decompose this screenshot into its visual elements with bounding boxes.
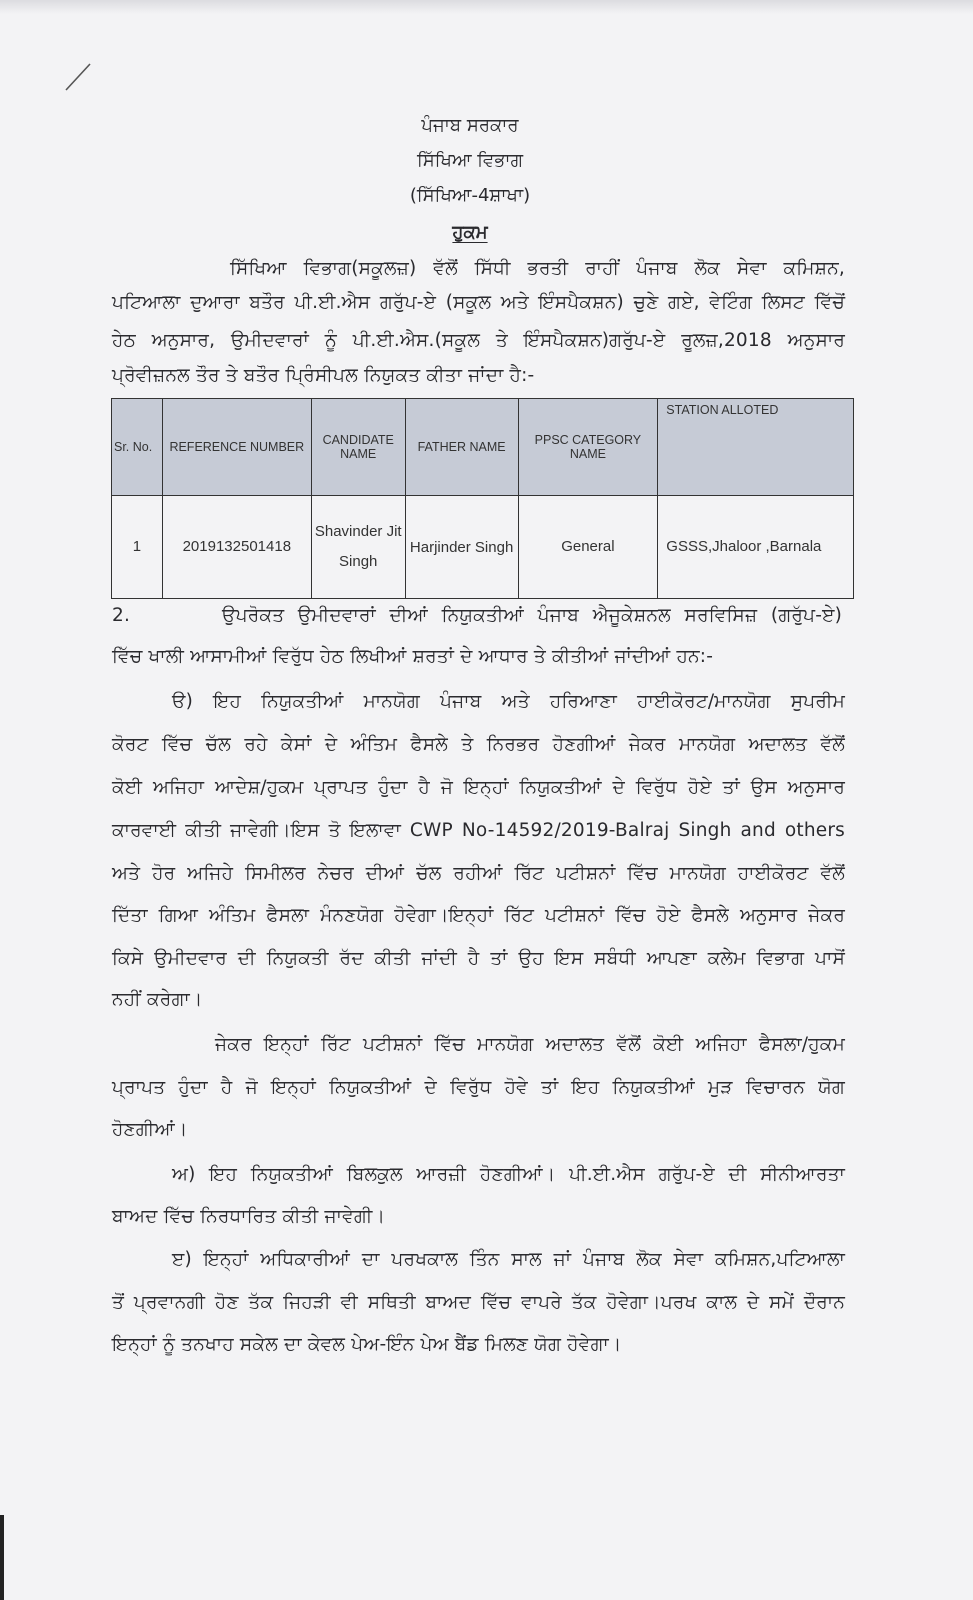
para2-line: ਉਪਰੋਕਤ ਉਮੀਦਵਾਰਾਂ ਦੀਆਂ ਨਿਯੁਕਤੀਆਂ ਪੰਜਾਬ ਐਜੂਕੇਸ਼ਨਲ ਸਰਵਿਸਿਜ਼ (ਗਰੁੱਪ-ਏ) [222,605,842,626]
header-station-alloted: STATION ALLOTED [658,399,854,496]
header-department: ਸਿੱਖਿਆ ਵਿਭਾਗ [416,150,524,171]
header-reference-number: REFERENCE NUMBER [162,399,311,496]
clause-a2-line: ਜੇਕਰ ਇਨ੍ਹਾਂ ਰਿੱਟ ਪਟੀਸ਼ਨਾਂ ਵਿੱਚ ਮਾਨਯੋਗ ਅਦਾਲਤ ਵੱਲੋਂ ਕੋਈ ਅਜਿਹਾ ਫੈਸਲਾ/ਹੁਕਮ [215,1034,845,1055]
scan-edge-mark [0,1515,4,1600]
cell-station: GSSS,Jhaloor ,Barnala [658,496,854,599]
table-row [112,496,854,599]
clause-a-line: ਦਿੱਤਾ ਗਿਆ ਅੰਤਿਮ ਫੈਸਲਾ ਮੰਨਣਯੋਗ ਹੋਵੇਗਾ।ਇਨ੍ਹਾਂ ਰਿੱਟ ਪਟੀਸ਼ਨਾਂ ਵਿੱਚ ਹੋਏ ਫੈਸਲੇ ਅਨੁਸਾਰ ਜੇਕਰ [112,905,845,926]
clause-c-line: ਇਨ੍ਹਾਂ ਨੂੰ ਤਨਖਾਹ ਸਕੇਲ ਦਾ ਕੇਵਲ ਪੇਅ-ਇੰਨ ਪੇਅ ਬੈਂਡ ਮਿਲਣ ਯੋਗ ਹੋਵੇਗਾ। [112,1334,622,1355]
para-number: 2. [112,605,131,626]
intro-line: ਸਿੱਖਿਆ ਵਿਭਾਗ(ਸਕੂਲਜ਼) ਵੱਲੋਂ ਸਿੱਧੀ ਭਰਤੀ ਰਾਹੀਂ ਪੰਜਾਬ ਲੋਕ ਸੇਵਾ ਕਮਿਸ਼ਨ, [230,258,845,279]
clause-a-line: ਕੋਈ ਅਜਿਹਾ ਆਦੇਸ਼/ਹੁਕਮ ਪ੍ਰਾਪਤ ਹੁੰਦਾ ਹੈ ਜੋ ਇਨ੍ਹਾਂ ਨਿਯੁਕਤੀਆਂ ਦੇ ਵਿਰੁੱਧ ਹੋਏ ਤਾਂ ਉਸ ਅਨੁਸਾਰ [112,777,845,798]
cell-sr-no: 1 [112,496,163,599]
table-header-row [112,399,854,496]
header-candidate-name: CANDIDATE NAME [311,399,405,496]
intro-line: ਹੇਠ ਅਨੁਸਾਰ, ਉਮੀਦਵਾਰਾਂ ਨੂੰ ਪੀ.ਈ.ਐਸ.(ਸਕੂਲ ਤੇ ਇੰਸਪੈਕਸ਼ਨ)ਗਰੁੱਪ-ਏ ਰੂਲਜ਼,2018 ਅਨੁਸਾਰ [112,330,845,351]
clause-a-line: ੳ) ਇਹ ਨਿਯੁਕਤੀਆਂ ਮਾਨਯੋਗ ਪੰਜਾਬ ਅਤੇ ਹਰਿਆਣਾ ਹਾਈਕੋਰਟ/ਮਾਨਯੋਗ ਸੁਪਰੀਮ [172,691,845,712]
pen-mark [62,60,96,94]
scan-edge-shadow [0,0,973,14]
cell-father-name: Harjinder Singh [405,496,518,599]
intro-line: ਪ੍ਰੋਵੀਜ਼ਨਲ ਤੌਰ ਤੇ ਬਤੌਰ ਪ੍ਰਿੰਸੀਪਲ ਨਿਯੁਕਤ ਕੀਤਾ ਜਾਂਦਾ ਹੈ:- [112,365,535,386]
appointment-table [111,398,854,599]
header-father-name: FATHER NAME [405,399,518,496]
clause-b-line: ਬਾਅਦ ਵਿੱਚ ਨਿਰਧਾਰਿਤ ਕੀਤੀ ਜਾਵੇਗੀ। [112,1206,386,1227]
clause-a2-line: ਪ੍ਰਾਪਤ ਹੁੰਦਾ ਹੈ ਜੋ ਇਨ੍ਹਾਂ ਨਿਯੁਕਤੀਆਂ ਦੇ ਵਿਰੁੱਧ ਹੋਵੇ ਤਾਂ ਇਹ ਨਿਯੁਕਤੀਆਂ ਮੁੜ ਵਿਚਾਰਨ ਯੋਗ [112,1077,845,1098]
clause-a-line: ਕਿਸੇ ਉਮੀਦਵਾਰ ਦੀ ਨਿਯੁਕਤੀ ਰੱਦ ਕੀਤੀ ਜਾਂਦੀ ਹੈ ਤਾਂ ਉਹ ਇਸ ਸਬੰਧੀ ਆਪਣਾ ਕਲੇਮ ਵਿਭਾਗ ਪਾਸੋਂ [112,948,845,969]
clause-a-line: ਕਾਰਵਾਈ ਕੀਤੀ ਜਾਵੇਗੀ।ਇਸ ਤੋ ਇਲਾਵਾ CWP No-14592/2019-Balraj Singh and others [112,820,845,841]
clause-a-line: ਅਤੇ ਹੋਰ ਅਜਿਹੇ ਸਿਮੀਲਰ ਨੇਚਰ ਦੀਆਂ ਚੱਲ ਰਹੀਆਂ ਰਿੱਟ ਪਟੀਸ਼ਨਾਂ ਵਿੱਚ ਮਾਨਯੋਗ ਹਾਈਕੋਰਟ ਵੱਲੋਂ [112,863,845,884]
document-title [0,222,940,243]
clause-a-line: ਨਹੀਂ ਕਰੇਗਾ। [112,989,203,1010]
header-government: ਪੰਜਾਬ ਸਰਕਾਰ [421,115,519,136]
intro-line: ਪਟਿਆਲਾ ਦੁਆਰਾ ਬਤੌਰ ਪੀ.ਈ.ਐਸ ਗਰੁੱਪ-ਏ (ਸਕੂਲ ਅਤੇ ਇੰਸਪੈਕਸ਼ਨ) ਚੁਣੇ ਗਏ, ਵੇਟਿੰਗ ਲਿਸਟ ਵਿੱਚੋਂ [112,292,845,313]
cell-candidate-name: Shavinder Jit Singh [311,496,405,599]
para2-line: ਵਿੱਚ ਖਾਲੀ ਆਸਾਮੀਆਂ ਵਿਰੁੱਧ ਹੇਠ ਲਿਖੀਆਂ ਸ਼ਰਤਾਂ ਦੇ ਆਧਾਰ ਤੇ ਕੀਤੀਆਂ ਜਾਂਦੀਆਂ ਹਨ:- [112,646,714,667]
clause-a-line: ਕੋਰਟ ਵਿੱਚ ਚੱਲ ਰਹੇ ਕੇਸਾਂ ਦੇ ਅੰਤਿਮ ਫੈਸਲੇ ਤੇ ਨਿਰਭਰ ਹੋਣਗੀਆਂ ਜੇਕਰ ਮਾਨਯੋਗ ਅਦਾਲਤ ਵੱਲੋਂ [112,734,845,755]
header-branch: (ਸਿੱਖਿਆ-4ਸ਼ਾਖਾ) [409,185,531,206]
clause-c-line: ੲ) ਇਨ੍ਹਾਂ ਅਧਿਕਾਰੀਆਂ ਦਾ ਪਰਖਕਾਲ ਤਿੰਨ ਸਾਲ ਜਾਂ ਪੰਜਾਬ ਲੋਕ ਸੇਵਾ ਕਮਿਸ਼ਨ,ਪਟਿਆਲਾ [172,1249,845,1270]
cell-category: General [518,496,658,599]
cell-reference-number: 2019132501418 [162,496,311,599]
title-text: ਹੁਕਮ [452,222,488,243]
clause-a2-line: ਹੋਣਗੀਆਂ। [112,1119,188,1140]
clause-b-line: ਅ) ਇਹ ਨਿਯੁਕਤੀਆਂ ਬਿਲਕੁਲ ਆਰਜ਼ੀ ਹੋਣਗੀਆਂ। ਪੀ.ਈ.ਐਸ ਗਰੁੱਪ-ਏ ਦੀ ਸੀਨੀਆਰਤਾ [172,1164,845,1185]
header-ppsc-category: PPSC CATEGORY NAME [518,399,658,496]
clause-c-line: ਤੋਂ ਪ੍ਰਵਾਨਗੀ ਹੋਣ ਤੱਕ ਜਿਹੜੀ ਵੀ ਸਥਿਤੀ ਬਾਅਦ ਵਿੱਚ ਵਾਪਰੇ ਤੱਕ ਹੋਵੇਗਾ।ਪਰਖ ਕਾਲ ਦੇ ਸਮੇਂ ਦੌਰਾਨ [112,1292,845,1313]
header-sr-no: Sr. No. [112,399,163,496]
